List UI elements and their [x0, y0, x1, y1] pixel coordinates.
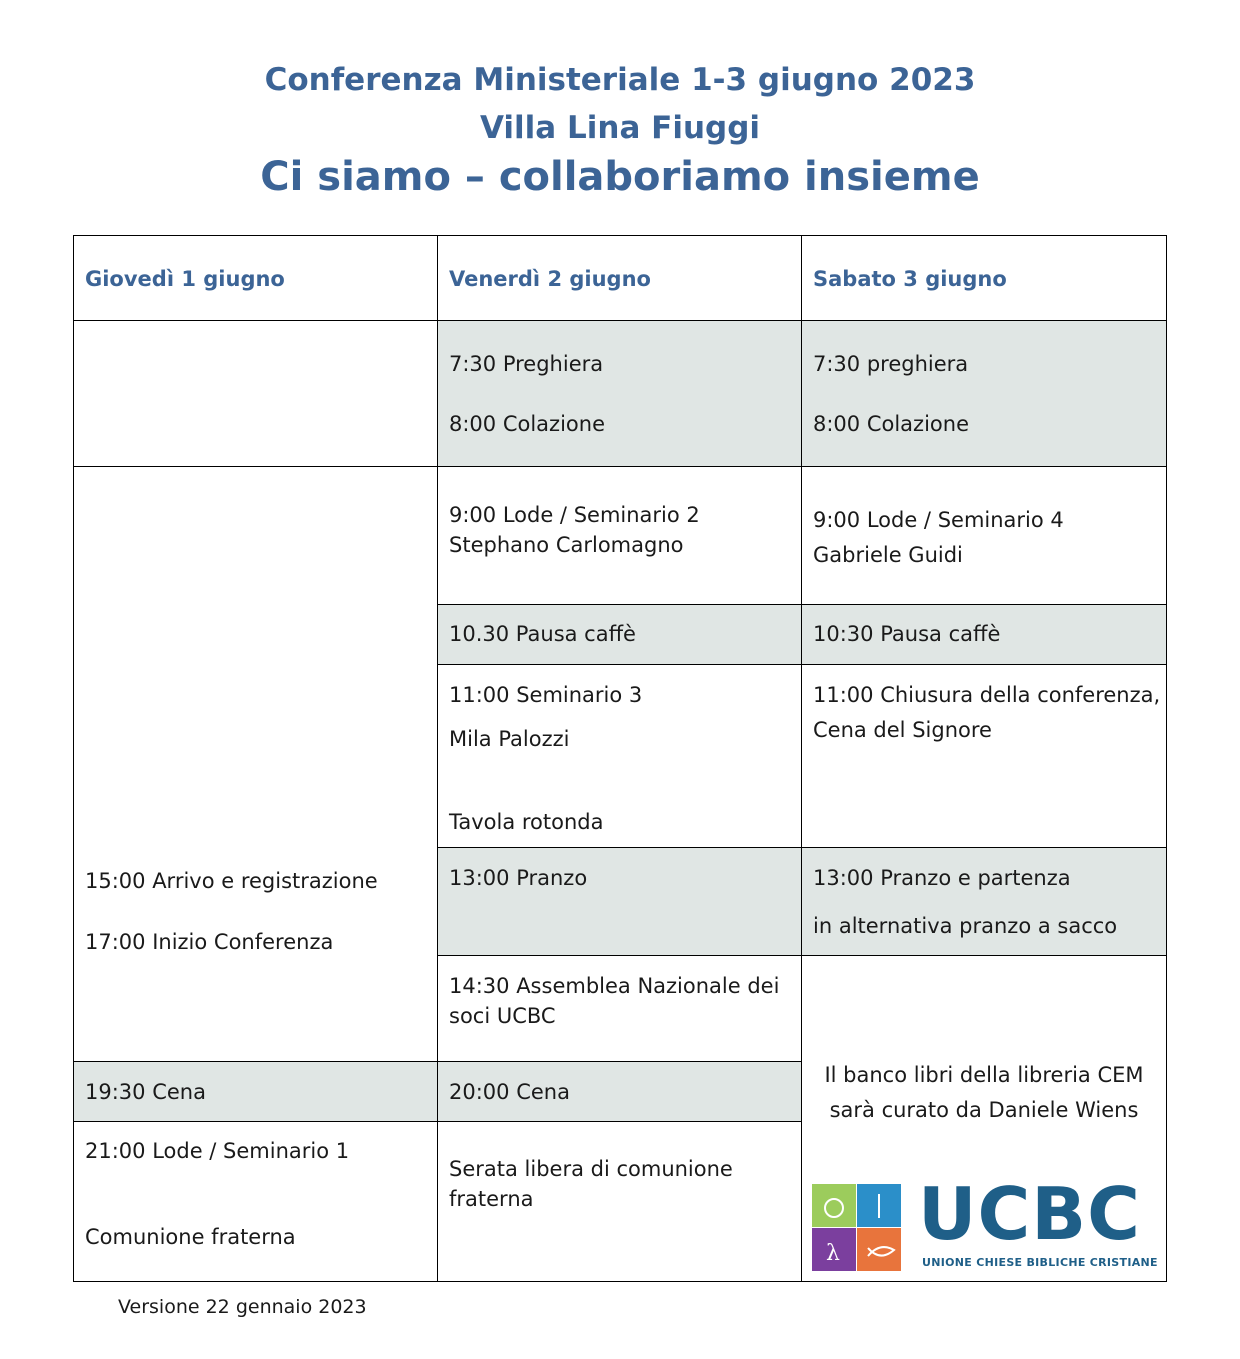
ucbc-logo [812, 1172, 1158, 1272]
day3-lunch-label: 13:00 Pranzo e partenza [813, 866, 1071, 890]
day2-seminar2-speaker: Stephano Carlomagno [449, 533, 684, 557]
day3-coffee-label: 10:30 Pausa caffè [813, 622, 1001, 646]
day1-afternoon [73, 466, 438, 1062]
day2-dinner-label: 20:00 Cena [449, 1080, 570, 1104]
day3-seminar4 [801, 466, 1167, 605]
day3-closing-line1: 11:00 Chiusura della conferenza, [813, 683, 1161, 707]
col-header-day2 [437, 235, 802, 321]
day1-dinner-label: 19:30 Cena [85, 1080, 206, 1104]
version-footer: Versione 22 gennaio 2023 [118, 1296, 367, 1318]
col-header-day3-label: Sabato 3 giugno [813, 267, 1007, 291]
day2-seminar3-title: 11:00 Seminario 3 [449, 683, 643, 707]
day1-evening [73, 1121, 438, 1282]
day2-evening-line2: fraterna [449, 1187, 534, 1211]
title-line-3: Ci siamo – collaboriamo insieme [260, 154, 980, 200]
day3-seminar4-title: 9:00 Lode / Seminario 4 [813, 508, 1064, 532]
day1-dinner [73, 1061, 438, 1122]
title-line-2: Villa Lina Fiuggi [479, 110, 761, 146]
day2-lunch-label: 13:00 Pranzo [449, 866, 588, 890]
day2-seminar3-speaker: Mila Palozzi [449, 727, 570, 751]
day3-morning [801, 320, 1167, 467]
day2-seminar3 [437, 664, 802, 848]
day2-evening-line1: Serata libera di comunione [449, 1157, 733, 1181]
logo-subtitle: UNIONE CHIESE BIBLICHE CRISTIANE [922, 1256, 1158, 1269]
day3-books-line1: Il banco libri della libreria CEM [824, 1063, 1144, 1087]
day2-seminar2 [437, 466, 802, 605]
day1-morning-empty [73, 320, 438, 467]
day3-prayer: 7:30 preghiera [813, 352, 969, 376]
logo-wordmark: UCBC [918, 1172, 1142, 1256]
day2-roundtable: Tavola rotonda [449, 810, 604, 834]
day1-evening-seminar: 21:00 Lode / Seminario 1 [85, 1139, 350, 1163]
day2-coffee-label: 10.30 Pausa caffè [449, 622, 636, 646]
title-line-1: Conferenza Ministeriale 1-3 giugno 2023 [264, 62, 976, 98]
day2-coffee [437, 604, 802, 665]
day2-prayer: 7:30 Preghiera [449, 352, 604, 376]
day2-evening [437, 1121, 802, 1282]
col-header-day2-label: Venerdì 2 giugno [449, 267, 651, 291]
day3-closing [801, 664, 1167, 848]
day2-assembly-line2: soci UCBC [449, 1004, 556, 1028]
day2-morning [437, 320, 802, 467]
day2-breakfast: 8:00 Colazione [449, 412, 605, 436]
day3-books-line2: sarà curato da Daniele Wiens [829, 1098, 1139, 1122]
col-header-day3 [801, 235, 1167, 321]
svg-text:λ: λ [826, 1241, 840, 1266]
day2-seminar2-title: 9:00 Lode / Seminario 2 [449, 503, 700, 527]
day1-arrival: 15:00 Arrivo e registrazione [85, 869, 378, 893]
day3-closing-line2: Cena del Signore [813, 718, 992, 742]
col-header-day1-label: Giovedì 1 giugno [85, 267, 285, 291]
day2-assembly [437, 955, 802, 1062]
logo-mosaic-icon [812, 1184, 902, 1272]
day3-lunch-alt: in alternativa pranzo a sacco [813, 914, 1118, 938]
day3-breakfast: 8:00 Colazione [813, 412, 969, 436]
day3-coffee [801, 604, 1167, 665]
day1-fellowship: Comunione fraterna [85, 1225, 296, 1249]
day2-dinner [437, 1061, 802, 1122]
day3-seminar4-speaker: Gabriele Guidi [813, 543, 963, 567]
day2-assembly-line1: 14:30 Assemblea Nazionale dei [449, 974, 780, 998]
col-header-day1 [73, 235, 438, 321]
day3-lunch [801, 847, 1167, 956]
day1-start: 17:00 Inizio Conferenza [85, 930, 334, 954]
day2-lunch [437, 847, 802, 956]
